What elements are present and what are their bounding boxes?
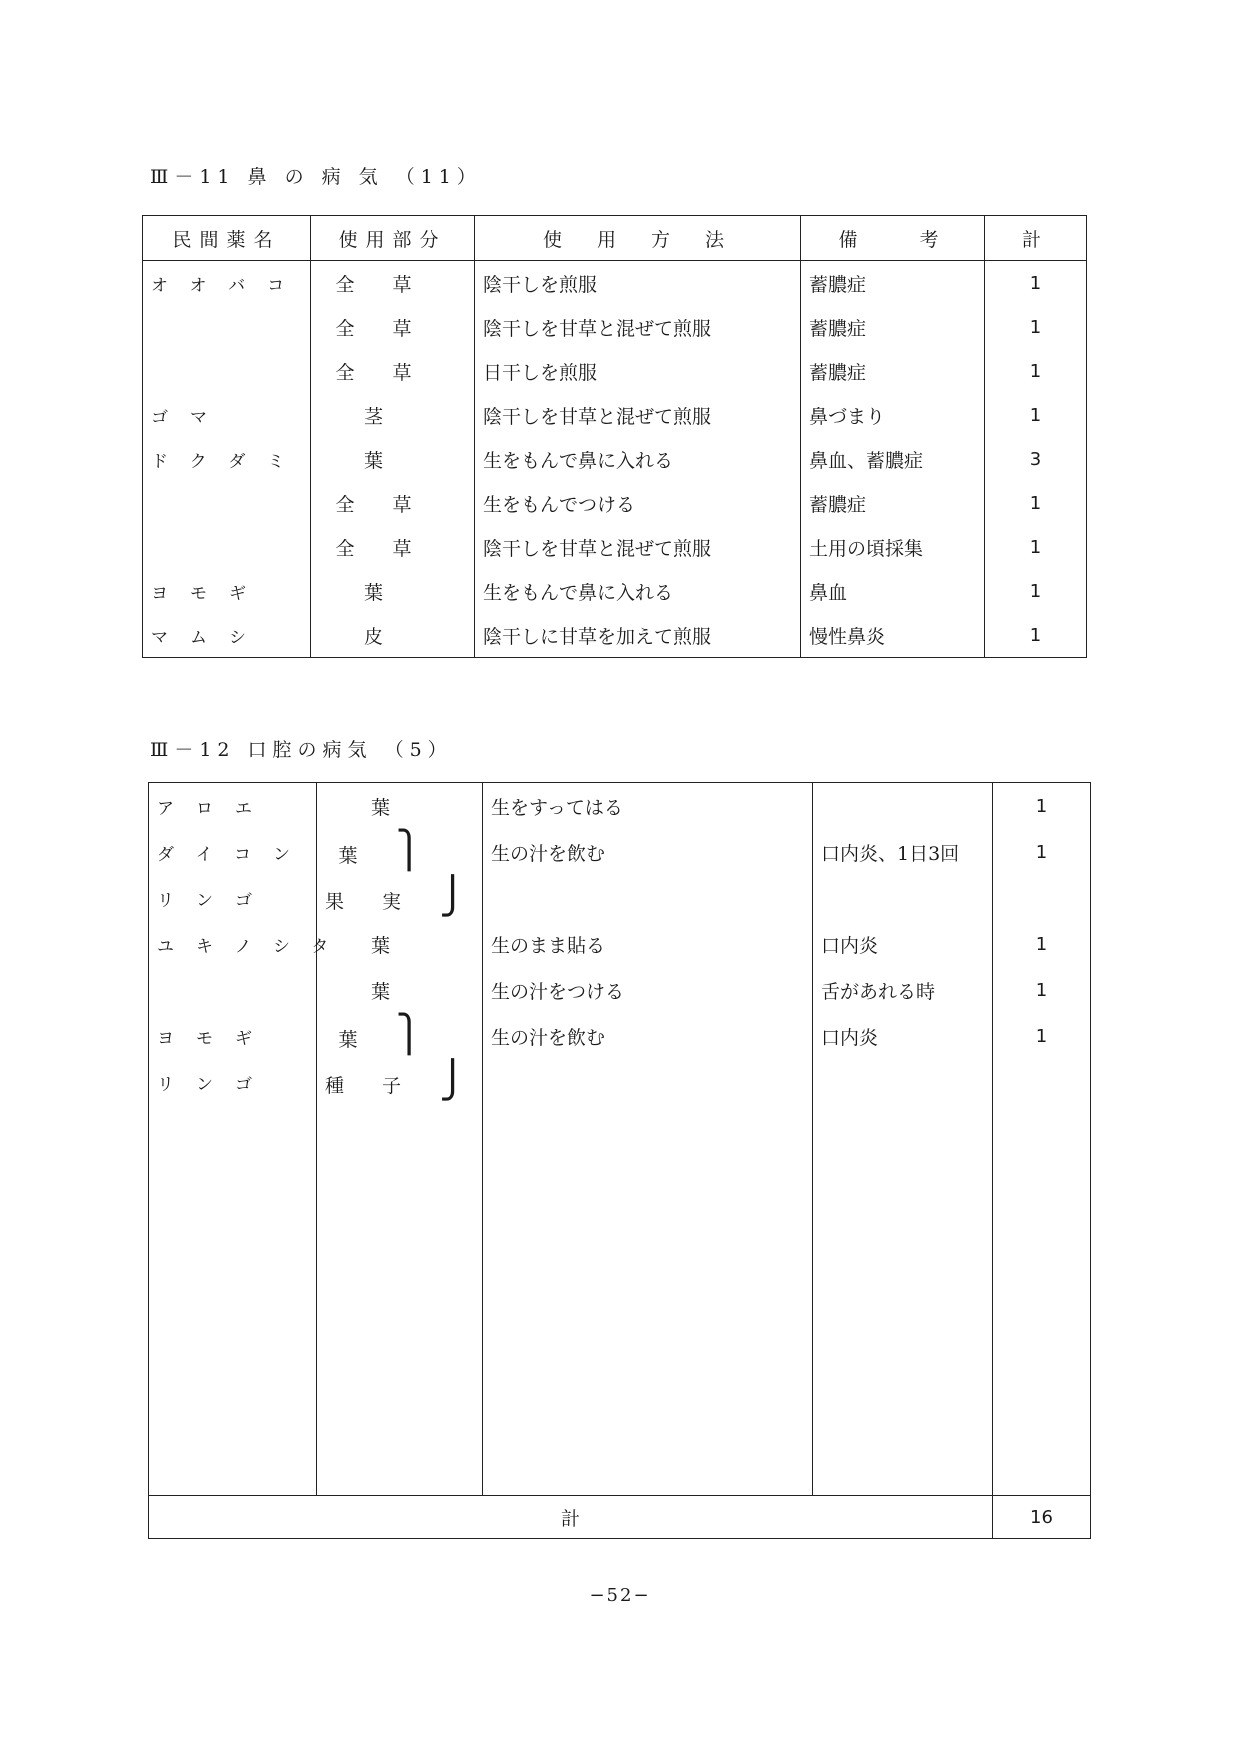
note: 蓄膿症 <box>801 349 985 393</box>
part-used: 葉 <box>311 569 475 613</box>
method <box>483 1059 813 1105</box>
table-row <box>149 829 1091 875</box>
count: 3 <box>985 437 1087 481</box>
count: 1 <box>985 349 1087 393</box>
count: 1 <box>993 921 1091 967</box>
count: 1 <box>993 783 1091 830</box>
remedy-name: リンゴ <box>149 1059 317 1105</box>
note: 慢性鼻炎 <box>801 613 985 658</box>
blank-cell <box>317 1105 483 1496</box>
count: 1 <box>985 569 1087 613</box>
total-row <box>149 1496 1091 1539</box>
bracket-mark: ⎭ <box>439 1060 505 1101</box>
note <box>813 1059 993 1105</box>
part-used <box>317 1059 505 1105</box>
part-text: 葉 <box>338 1029 396 1051</box>
method: 陰干しに甘草を加えて煎服 <box>475 613 801 658</box>
count: 1 <box>985 393 1087 437</box>
blank-row <box>149 1105 1091 1496</box>
nose-disease-table <box>142 215 1087 658</box>
remedy-name <box>143 305 311 349</box>
part-text: 果実 <box>325 891 440 913</box>
part-text: 種子 <box>325 1075 440 1097</box>
table-row <box>149 783 1091 830</box>
part-used: 全草 <box>311 305 475 349</box>
remedy-name: ゴマ <box>143 393 311 437</box>
oral-disease-table <box>148 782 1091 1539</box>
method: 生をもんで鼻に入れる <box>475 437 801 481</box>
part-text: 葉 <box>338 845 396 867</box>
table-row <box>149 921 1091 967</box>
remedy-name: オオバコ <box>143 261 311 306</box>
remedy-name: マムシ <box>143 613 311 658</box>
part-used: 全草 <box>311 525 475 569</box>
note: 蓄膿症 <box>801 481 985 525</box>
count: 1 <box>985 525 1087 569</box>
part-used: 葉 <box>311 437 475 481</box>
note: 口内炎 <box>813 1013 993 1059</box>
bracket-mark: ⎭ <box>439 876 505 917</box>
blank-cell <box>993 1105 1091 1496</box>
table-row <box>149 1059 1091 1105</box>
header-remedy-name: 民間薬名 <box>143 216 311 261</box>
table-header-row <box>143 216 1087 261</box>
method <box>483 875 813 921</box>
part-used <box>317 875 505 921</box>
method: 生のまま貼る <box>483 921 813 967</box>
method: 生の汁を飲む <box>483 829 813 875</box>
note: 口内炎 <box>813 921 993 967</box>
part-used: 全草 <box>311 481 475 525</box>
header-part-used: 使用部分 <box>311 216 475 261</box>
note: 口内炎、1日3回 <box>813 829 993 875</box>
method: 生をもんでつける <box>475 481 801 525</box>
remedy-name: ユキノシタ <box>149 921 317 967</box>
part-used: 葉 <box>317 783 483 830</box>
table-row <box>143 437 1087 481</box>
note: 鼻血 <box>801 569 985 613</box>
count <box>993 875 1091 921</box>
remedy-name: リンゴ <box>149 875 317 921</box>
count: 1 <box>985 305 1087 349</box>
note: 蓄膿症 <box>801 305 985 349</box>
method: 生の汁を飲む <box>483 1013 813 1059</box>
count <box>993 1059 1091 1105</box>
part-used: 全草 <box>311 261 475 306</box>
method: 陰干しを甘草と混ぜて煎服 <box>475 305 801 349</box>
remedy-name: ドクダミ <box>143 437 311 481</box>
table-row <box>143 613 1087 658</box>
table-row <box>149 1013 1091 1059</box>
remedy-name <box>143 525 311 569</box>
part-used <box>317 1013 483 1059</box>
table-row <box>149 875 1091 921</box>
method: 日干しを煎服 <box>475 349 801 393</box>
count: 1 <box>993 1013 1091 1059</box>
method: 陰干しを甘草と混ぜて煎服 <box>475 525 801 569</box>
method: 生の汁をつける <box>483 967 813 1013</box>
method: 陰干しを煎服 <box>475 261 801 306</box>
remedy-name: ヨモギ <box>143 569 311 613</box>
table-row <box>143 569 1087 613</box>
table-row <box>149 967 1091 1013</box>
page-number: −52− <box>589 1585 651 1606</box>
table-row <box>143 393 1087 437</box>
bracket-mark: ⎫ <box>395 1014 461 1055</box>
count: 1 <box>993 829 1091 875</box>
count: 1 <box>985 613 1087 658</box>
remedy-name: ダイコン <box>149 829 317 875</box>
header-method: 使 用 方 法 <box>475 216 801 261</box>
header-notes: 備 考 <box>801 216 985 261</box>
part-used: 皮 <box>311 613 475 658</box>
table-row <box>143 481 1087 525</box>
table-row <box>143 305 1087 349</box>
bracket-mark: ⎫ <box>395 830 461 871</box>
note: 鼻血、蓄膿症 <box>801 437 985 481</box>
header-count: 計 <box>985 216 1087 261</box>
blank-cell <box>813 1105 993 1496</box>
count: 1 <box>985 481 1087 525</box>
blank-cell <box>149 1105 317 1496</box>
total-label: 計 <box>149 1496 993 1539</box>
section-title-nose: Ⅲ－11 鼻 の 病 気 （11） <box>150 166 482 188</box>
method: 生をもんで鼻に入れる <box>475 569 801 613</box>
remedy-name <box>143 481 311 525</box>
part-used: 全草 <box>311 349 475 393</box>
total-value: 16 <box>993 1496 1091 1539</box>
note: 土用の頃採集 <box>801 525 985 569</box>
count: 1 <box>993 967 1091 1013</box>
remedy-name <box>143 349 311 393</box>
note <box>813 875 993 921</box>
remedy-name: アロエ <box>149 783 317 830</box>
count: 1 <box>985 261 1087 306</box>
method: 生をすってはる <box>483 783 813 830</box>
blank-cell <box>483 1105 813 1496</box>
remedy-name: ヨモギ <box>149 1013 317 1059</box>
table-row <box>143 261 1087 306</box>
part-used: 葉 <box>317 921 483 967</box>
table-row <box>143 349 1087 393</box>
note <box>813 783 993 830</box>
method: 陰干しを甘草と混ぜて煎服 <box>475 393 801 437</box>
part-used <box>317 829 483 875</box>
part-used: 葉 <box>317 967 483 1013</box>
note: 鼻づまり <box>801 393 985 437</box>
table-row <box>143 525 1087 569</box>
note: 舌があれる時 <box>813 967 993 1013</box>
section-title-oral: Ⅲ－12 口腔の病気 （5） <box>150 739 453 761</box>
remedy-name <box>149 967 317 1013</box>
note: 蓄膿症 <box>801 261 985 306</box>
part-used: 茎 <box>311 393 475 437</box>
